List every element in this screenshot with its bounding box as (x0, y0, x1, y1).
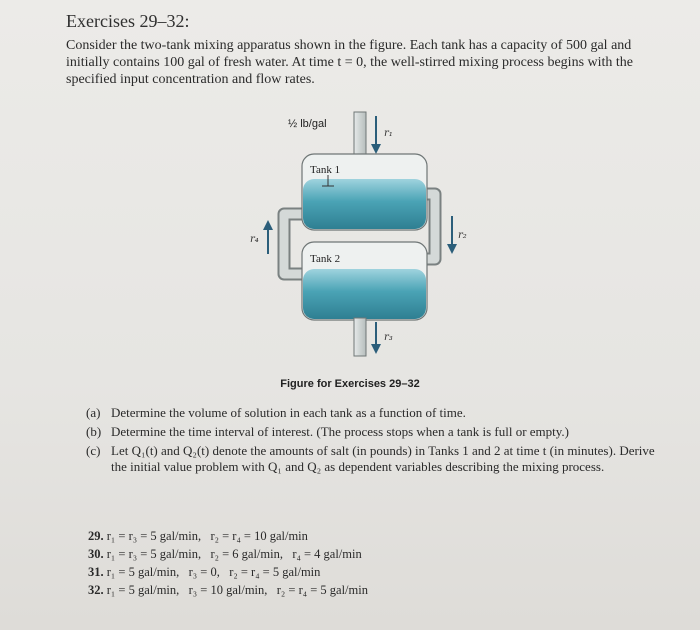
r3-arrow (371, 322, 381, 354)
r3-label: r₃ (384, 332, 393, 343)
two-tank-figure (230, 104, 470, 366)
exercise-item (88, 527, 368, 545)
question-parts (86, 405, 656, 478)
exercise-number: 30. (88, 547, 104, 561)
part-text: Determine the volume of solution in each tank as a function of time. (111, 405, 466, 420)
part-a (86, 405, 656, 421)
r1-arrow (371, 116, 381, 154)
exercise-number: 31. (88, 565, 104, 579)
exercise-item (88, 581, 368, 599)
part-label: (b) (86, 424, 102, 439)
exercise-text: r₁ = 5 gal/min, r₃ = 0, r₂ = r₄ = 5 gal/min (106, 565, 321, 579)
exercise-item (88, 545, 368, 563)
r2-arrow (447, 216, 457, 254)
outlet-pipe (354, 318, 366, 356)
part-label: (c) (86, 443, 101, 458)
r1-label: r₁ (384, 128, 393, 139)
part-text: Determine the time interval of interest. (The process stops when a tank is full or empty.) (111, 424, 569, 439)
exercise-list (88, 527, 368, 599)
tank-1-label: Tank 1 (310, 164, 341, 176)
part-label: (a) (86, 405, 101, 420)
part-b (86, 424, 656, 440)
exercise-number: 29. (88, 529, 104, 543)
r4-label: r₄ (250, 234, 259, 245)
exercises-heading: Exercises 29–32: (66, 11, 190, 31)
r2-label: r₂ (458, 230, 467, 241)
exercise-number: 32. (88, 583, 104, 597)
r4-arrow (263, 220, 273, 254)
part-text: Let Q₁(t) and Q₂(t) denote the amounts of salt (in pounds) in Tanks 1 and 2 at time t (in minutes). Derive the initial value problem with Q₁ and Q₂ as dependent variables describing the mixing process. (111, 443, 655, 474)
problem-intro: Consider the two-tank mixing apparatus shown in the figure. Each tank has a capacity of 500 gal and initially contains 100 gal of fresh water. At time t = 0, the well-stirred mixing process begins with the specified input concentration and flow rates. (66, 38, 634, 87)
exercise-text: r₁ = 5 gal/min, r₃ = 10 gal/min, r₂ = r₄ = 5 gal/min (106, 583, 368, 597)
exercise-item (88, 563, 368, 581)
tank-2-label: Tank 2 (310, 253, 341, 265)
figure-caption: Figure for Exercises 29–32 (280, 378, 420, 390)
exercise-text: r₁ = r₃ = 5 gal/min, r₂ = r₄ = 10 gal/min (106, 529, 308, 543)
part-c (86, 443, 656, 475)
concentration-label: ½ lb/gal (288, 118, 327, 130)
exercise-text: r₁ = r₃ = 5 gal/min, r₂ = 6 gal/min, r₄ = 4 gal/min (106, 547, 362, 561)
inlet-pipe (354, 112, 366, 158)
